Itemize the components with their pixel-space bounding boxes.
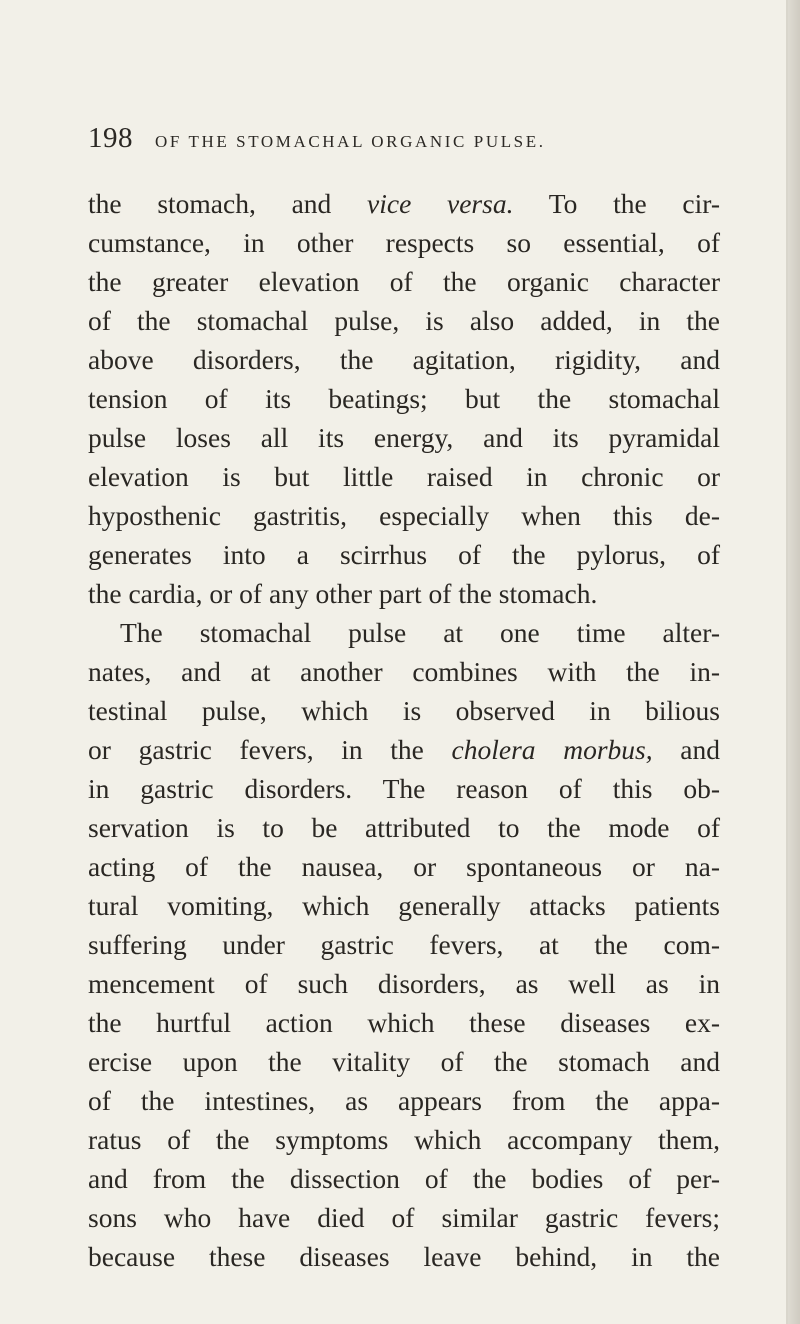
- page-number: 198: [88, 122, 133, 154]
- text-line: the cardia, or of any other part of the stomach.: [88, 578, 598, 609]
- page-header: [88, 122, 728, 155]
- running-head: OF THE STOMACHAL ORGANIC PULSE.: [155, 132, 546, 151]
- text-line: generates into a scirrhus of the pylorus, of: [88, 539, 720, 570]
- text-line: hyposthenic gastritis, especially when this de-: [88, 500, 720, 531]
- text-line: the stomach, and vice versa. To the cir-: [88, 188, 721, 219]
- text-line: sons who have died of similar gastric fevers;: [88, 1202, 720, 1233]
- text-line: nates, and at another combines with the in-: [88, 656, 720, 687]
- text-line: elevation is but little raised in chronic or: [88, 461, 720, 492]
- text-line: in gastric disorders. The reason of this ob-: [88, 773, 720, 804]
- italic-phrase: cholera morbus,: [451, 734, 653, 765]
- text-line: pulse loses all its energy, and its pyramidal: [88, 422, 720, 453]
- text-line: mencement of such disorders, as well as in: [88, 968, 720, 999]
- text-line: cumstance, in other respects so essential, of: [88, 227, 720, 258]
- paragraph-start-line: The stomachal pulse at one time alter-: [120, 617, 720, 648]
- text-line: tural vomiting, which generally attacks patients: [88, 890, 720, 921]
- text-line: the greater elevation of the organic character: [88, 266, 720, 297]
- text-line: or gastric fevers, in the cholera morbus, and: [88, 734, 720, 765]
- text-line: of the intestines, as appears from the appa-: [88, 1085, 720, 1116]
- body-text: [88, 184, 720, 1276]
- text-line: testinal pulse, which is observed in bilious: [88, 695, 720, 726]
- text-line: servation is to be attributed to the mode of: [88, 812, 720, 843]
- text-line: above disorders, the agitation, rigidity, and: [88, 344, 720, 375]
- text-line: and from the dissection of the bodies of per-: [88, 1163, 720, 1194]
- text-line: because these diseases leave behind, in the: [88, 1241, 720, 1272]
- text-line: acting of the nausea, or spontaneous or na-: [88, 851, 720, 882]
- text-line: suffering under gastric fevers, at the com-: [88, 929, 720, 960]
- text-line: of the stomachal pulse, is also added, in the: [88, 305, 720, 336]
- text-line: tension of its beatings; but the stomachal: [88, 383, 720, 414]
- text-line: ratus of the symptoms which accompany them,: [88, 1124, 720, 1155]
- text-line: the hurtful action which these diseases ex-: [88, 1007, 720, 1038]
- page-edge: [788, 0, 800, 1324]
- text-line: ercise upon the vitality of the stomach and: [88, 1046, 720, 1077]
- italic-phrase: vice versa.: [367, 188, 514, 219]
